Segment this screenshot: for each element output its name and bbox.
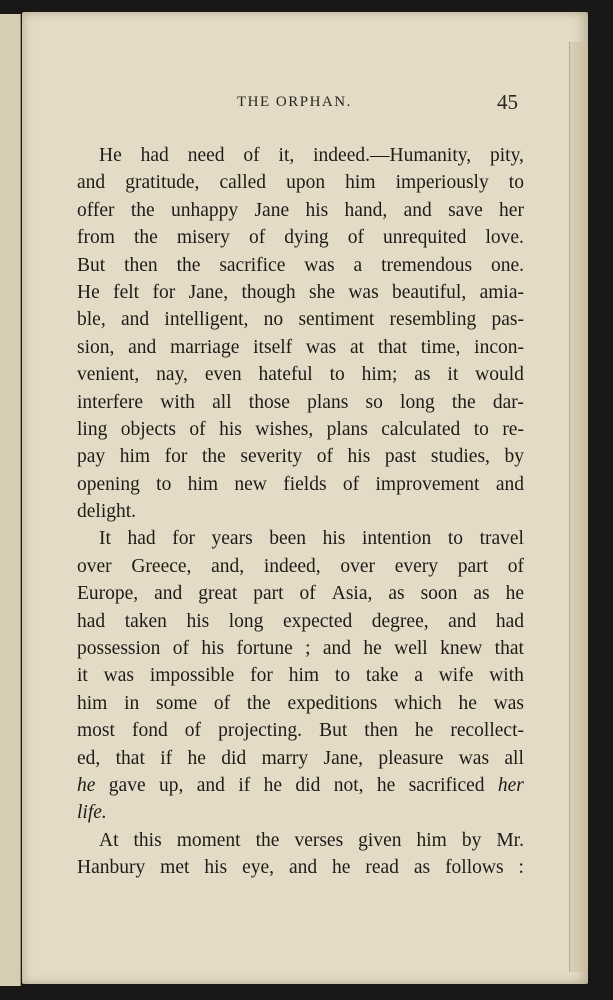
word: of: [213, 692, 231, 714]
word: called: [219, 172, 267, 194]
text-line: [77, 252, 524, 279]
word: interfere: [77, 391, 144, 413]
word: unhappy: [171, 199, 239, 221]
word: then: [364, 720, 398, 742]
word: he: [414, 720, 434, 742]
word: did: [221, 747, 247, 769]
word: new: [234, 473, 267, 495]
word: knew: [440, 638, 483, 660]
word: Asia,: [331, 583, 373, 605]
word: hand,: [344, 199, 388, 221]
word: save: [448, 199, 483, 221]
word: had: [127, 528, 156, 550]
word: to: [473, 418, 489, 440]
word: imperiously: [395, 172, 489, 194]
text-line: [77, 334, 524, 361]
word: Jane,: [188, 281, 229, 303]
word: degree,: [371, 610, 429, 632]
word: upon: [286, 172, 326, 194]
word: to: [156, 473, 172, 495]
word: felt: [113, 281, 140, 303]
word: But: [319, 720, 348, 742]
word: years: [211, 528, 253, 550]
word: hateful: [258, 364, 313, 386]
word: then: [124, 254, 158, 276]
word: was: [103, 665, 134, 687]
word: and,: [211, 555, 245, 577]
text-line: [77, 416, 524, 443]
word: unrequited: [383, 227, 467, 249]
word: taken: [124, 610, 167, 632]
word: he: [505, 583, 524, 605]
word: nay,: [156, 364, 188, 386]
word: at: [350, 336, 365, 358]
word: offer: [77, 199, 115, 221]
word: :: [518, 857, 524, 879]
word: of: [299, 583, 316, 605]
word: But: [77, 254, 106, 276]
word: intelligent,: [164, 309, 249, 331]
text-line: [77, 608, 524, 635]
word: did: [295, 774, 321, 796]
word: long: [228, 610, 264, 632]
text-line: [77, 443, 524, 470]
book-page: [22, 12, 588, 984]
word: love.: [485, 227, 524, 249]
word: tremendous: [381, 254, 473, 276]
word: He: [77, 281, 100, 303]
word: and: [288, 857, 318, 879]
word: expeditions: [287, 692, 378, 714]
word: wife: [438, 665, 474, 687]
word: his: [322, 528, 346, 550]
word: verses: [294, 829, 344, 851]
word: been: [269, 528, 307, 550]
word: of: [347, 227, 364, 249]
word: re-: [502, 418, 524, 440]
word: pas-: [491, 309, 524, 331]
word: would: [475, 364, 524, 386]
word: he: [77, 774, 96, 796]
word: He: [99, 145, 122, 166]
word: ble,: [77, 309, 106, 331]
word: was: [458, 747, 490, 769]
word: that: [115, 747, 145, 769]
word: of: [316, 446, 333, 468]
word: opening: [77, 473, 140, 495]
word: marry: [261, 747, 309, 769]
word: even: [204, 364, 242, 386]
word: pleasure: [378, 747, 444, 769]
word: that: [494, 638, 524, 660]
word: for: [250, 665, 273, 687]
word: most: [77, 720, 115, 742]
text-line: [77, 525, 524, 552]
word: for: [172, 528, 195, 550]
text-line: [77, 498, 524, 525]
word: every: [394, 555, 439, 577]
word: well: [394, 638, 428, 660]
word: itself: [253, 336, 293, 358]
word: At: [99, 829, 119, 851]
word: as: [473, 583, 490, 605]
word: Jane: [254, 199, 290, 221]
word: Greece,: [131, 555, 192, 577]
word: the: [176, 254, 201, 276]
text-line: [77, 854, 524, 881]
word: and: [120, 309, 150, 331]
word: the: [133, 227, 158, 249]
word: beautiful,: [392, 281, 467, 303]
word: it: [447, 364, 459, 386]
word: those: [248, 391, 290, 413]
word: fortune: [236, 638, 293, 660]
word: pay: [77, 446, 106, 468]
word: to: [508, 172, 524, 194]
word: plans: [326, 418, 368, 440]
word: possession: [77, 638, 161, 660]
word: of: [243, 145, 260, 166]
text-line: [77, 306, 524, 333]
word: of: [507, 555, 524, 577]
word: improvement: [375, 473, 480, 495]
word: he: [332, 857, 351, 879]
word: to: [334, 665, 351, 687]
word: sion,: [77, 336, 115, 358]
word: one.: [490, 254, 524, 276]
word: and: [403, 199, 432, 221]
word: if: [160, 747, 173, 769]
word: of: [189, 418, 206, 440]
text-line: [77, 772, 524, 799]
word: and: [196, 774, 225, 796]
text-line: [77, 279, 524, 306]
word: severity: [240, 446, 303, 468]
word: as: [414, 364, 431, 386]
text-line: [77, 169, 524, 196]
word: was: [304, 254, 335, 276]
word: his: [347, 446, 371, 468]
text-line: [77, 224, 524, 251]
word: not,: [333, 774, 364, 796]
word: ling: [77, 418, 108, 440]
word: was: [305, 336, 337, 358]
word: dar-: [492, 391, 524, 413]
word: his: [186, 610, 210, 632]
word: the: [246, 692, 271, 714]
word: her: [499, 199, 524, 221]
word: ;: [305, 638, 311, 660]
word: It: [99, 528, 111, 550]
word: had: [495, 610, 524, 632]
word: of: [248, 227, 266, 249]
word: in: [124, 692, 140, 714]
word: him: [77, 692, 108, 714]
word: him: [187, 473, 219, 495]
word: eye,: [242, 857, 274, 879]
word: up,: [159, 774, 184, 796]
word: a: [353, 254, 363, 276]
word: all: [212, 391, 232, 413]
word: ed,: [77, 747, 101, 769]
word: Hanbury: [77, 857, 146, 879]
word: objects: [120, 418, 176, 440]
word: over: [77, 555, 112, 577]
word: recollect-: [450, 720, 524, 742]
word: fond: [131, 720, 168, 742]
text-line: [77, 662, 524, 689]
page-fore-edge: [569, 42, 588, 972]
word: no: [263, 309, 284, 331]
word: wishes,: [255, 418, 314, 440]
word: he: [187, 747, 206, 769]
word: had: [77, 610, 106, 632]
facing-page-edge: [0, 14, 21, 986]
word: though: [241, 281, 296, 303]
word: impossible: [149, 665, 235, 687]
word: he: [458, 692, 477, 714]
body-text: [77, 142, 524, 882]
word: of: [342, 473, 360, 495]
word: projecting.: [218, 720, 303, 742]
word: and: [448, 610, 477, 632]
word: so: [365, 391, 383, 413]
word: life.: [77, 802, 107, 824]
word: the: [201, 446, 226, 468]
word: him: [288, 665, 320, 687]
word: and: [154, 583, 183, 605]
word: his: [201, 638, 225, 660]
running-head: [22, 90, 588, 118]
word: had: [140, 145, 169, 166]
word: her: [497, 774, 524, 796]
word: for: [164, 446, 188, 468]
word: him: [119, 446, 151, 468]
word: his: [204, 857, 228, 879]
word: by: [461, 829, 482, 851]
text-line: [77, 580, 524, 607]
word: for: [152, 281, 176, 303]
word: and: [322, 638, 352, 660]
word: read: [365, 857, 399, 879]
text-line: [77, 690, 524, 717]
word: he: [363, 638, 382, 660]
word: indeed,: [263, 555, 321, 577]
word: take: [365, 665, 399, 687]
word: as: [388, 583, 405, 605]
word: and: [77, 172, 106, 194]
word: and: [128, 336, 157, 358]
word: long: [400, 391, 435, 413]
word: he: [376, 774, 396, 796]
word: incon-: [474, 336, 524, 358]
word: Jane,: [323, 747, 364, 769]
word: dying: [284, 227, 329, 249]
word: was: [493, 692, 524, 714]
word: pity,: [489, 145, 524, 166]
word: over: [340, 555, 376, 577]
word: it,: [278, 145, 295, 166]
text-line: [77, 827, 524, 854]
word: by: [504, 446, 524, 468]
word: follows: [445, 857, 504, 879]
word: soon: [420, 583, 458, 605]
word: part: [457, 555, 489, 577]
word: time,: [420, 336, 461, 358]
word: as: [413, 857, 431, 879]
word: and: [495, 473, 524, 495]
word: that: [377, 336, 408, 358]
word: it: [77, 665, 88, 687]
word: need: [187, 145, 225, 166]
word: indeed.—Humanity,: [313, 145, 472, 166]
text-line: [77, 553, 524, 580]
word: marriage: [170, 336, 240, 358]
word: which: [394, 692, 442, 714]
text-line: [77, 471, 524, 498]
word: him;: [361, 364, 398, 386]
word: to: [447, 528, 463, 550]
word: fields: [283, 473, 327, 495]
word: she: [308, 281, 335, 303]
word: some: [155, 692, 198, 714]
word: sacrifice: [219, 254, 286, 276]
word: with: [160, 391, 195, 413]
word: studies,: [430, 446, 490, 468]
word: given: [358, 829, 402, 851]
word: the: [255, 829, 280, 851]
word: sentiment: [298, 309, 375, 331]
text-line: [77, 717, 524, 744]
word: past: [384, 446, 417, 468]
word: his: [305, 199, 329, 221]
word: delight.: [77, 501, 137, 523]
text-line: [77, 142, 524, 169]
word: moment: [176, 829, 241, 851]
text-line: [77, 745, 524, 772]
word: Mr.: [496, 829, 524, 851]
word: of: [172, 638, 190, 660]
word: amia-: [479, 281, 524, 303]
word: was: [348, 281, 379, 303]
text-line: [77, 197, 524, 224]
word: him: [416, 829, 447, 851]
word: gave: [108, 774, 146, 796]
word: misery: [176, 227, 230, 249]
word: great: [198, 583, 238, 605]
word: with: [489, 665, 524, 687]
word: calculated: [381, 418, 461, 440]
word: travel: [479, 528, 524, 550]
word: of: [184, 720, 202, 742]
page-number: 45: [497, 90, 518, 114]
word: all: [504, 747, 524, 769]
word: met: [160, 857, 190, 879]
word: he: [263, 774, 283, 796]
text-line: [77, 799, 524, 826]
word: if: [238, 774, 251, 796]
running-title: THE ORPHAN.: [237, 94, 352, 110]
word: resembling: [389, 309, 477, 331]
text-line: [77, 635, 524, 662]
word: a: [414, 665, 423, 687]
word: this: [133, 829, 162, 851]
word: the: [130, 199, 155, 221]
word: expected: [282, 610, 353, 632]
word: Europe,: [77, 583, 139, 605]
word: venient,: [77, 364, 140, 386]
word: sacrificed: [408, 774, 485, 796]
word: gratitude,: [125, 172, 200, 194]
text-line: [77, 389, 524, 416]
word: from: [77, 227, 115, 249]
word: his: [219, 418, 242, 440]
word: the: [451, 391, 476, 413]
word: part: [253, 583, 284, 605]
word: him: [345, 172, 376, 194]
word: intention: [361, 528, 432, 550]
word: plans: [307, 391, 349, 413]
text-line: [77, 361, 524, 388]
word: to: [329, 364, 345, 386]
